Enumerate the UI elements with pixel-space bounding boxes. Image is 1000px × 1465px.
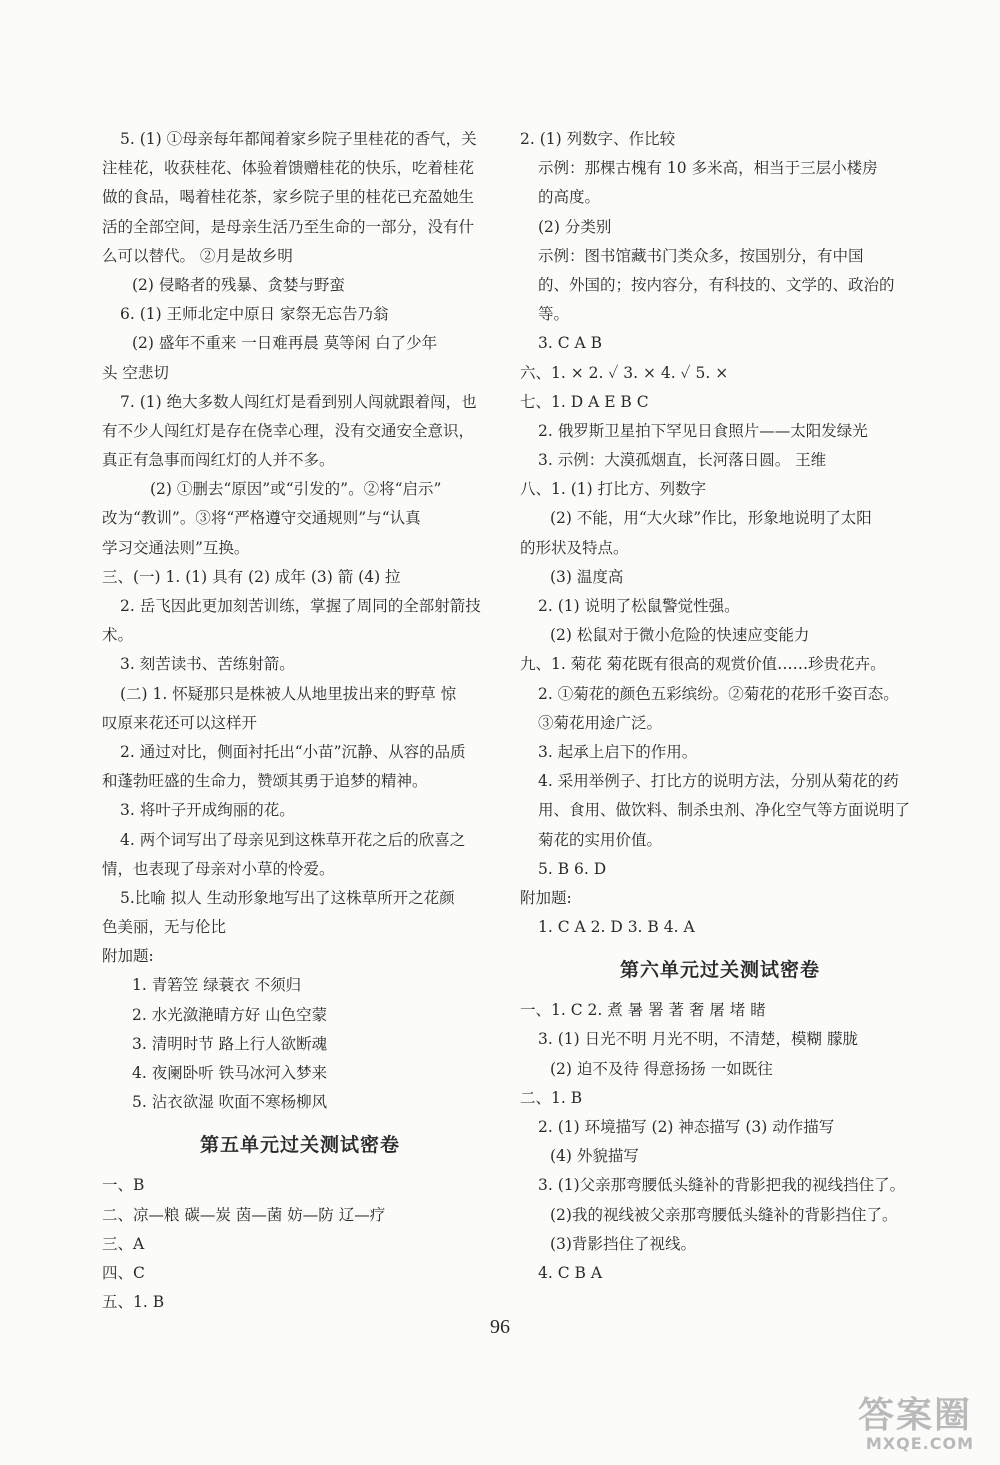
- answer-line: 3. 清明时节 路上行人欲断魂: [132, 1034, 328, 1053]
- answer-line: 真正有急事而闯红灯的人并不多。: [102, 451, 335, 470]
- section-title: 第六单元过关测试密卷: [619, 959, 820, 982]
- answer-line: (2) 迫不及待 得意扬扬 一如既往: [550, 1059, 773, 1078]
- answer-line: 5. B 6. D: [538, 859, 607, 878]
- page-number: 96: [490, 1316, 510, 1338]
- answer-line: 2. 岳飞因此更加刻苦训练，掌握了周同的全部射箭技: [120, 597, 481, 615]
- answer-line: 3. 刻苦读书、苦练射箭。: [120, 655, 295, 674]
- answer-line: 3. (1) 日光不明 月光不明，不清楚，模糊 朦胧: [538, 1030, 858, 1049]
- answer-line: (2) 侵略者的残暴、贪婪与野蛮: [132, 275, 345, 294]
- answer-line: 2. (1) 列数字、作比较: [520, 130, 676, 148]
- watermark-sub: MXQE.COM: [865, 1434, 974, 1453]
- answer-line: 一、B: [102, 1176, 145, 1195]
- answer-line: 色美丽，无与伦比: [102, 918, 227, 937]
- watermark-logo: [780, 1387, 980, 1453]
- answer-line: 2. (1) 环境描写 (2) 神态描写 (3) 动作描写: [538, 1118, 835, 1136]
- answer-line: 5. 沾衣欲湿 吹面不寒杨柳风: [132, 1093, 328, 1112]
- answer-line: 1. C A 2. D 3. B 4. A: [538, 918, 695, 937]
- answer-line: 3. C A B: [538, 334, 603, 353]
- answer-line: ③菊花用途广泛。: [538, 713, 663, 732]
- answer-line: 叹原来花还可以这样开: [102, 713, 258, 732]
- answer-line: (3)背影挡住了视线。: [550, 1234, 696, 1253]
- answer-line: 和蓬勃旺盛的生命力，赞颂其勇于追梦的精神。: [102, 772, 428, 791]
- answer-line: 等。: [538, 305, 570, 324]
- answer-line: 术。: [102, 626, 134, 645]
- answer-line: 二、凉—粮 碳—炭 茵—菌 妨—防 辽—疗: [102, 1205, 386, 1224]
- answer-line: 五、1. B: [102, 1293, 165, 1312]
- answer-line: 3. 起承上启下的作用。: [538, 742, 698, 761]
- right-column: [520, 125, 920, 1288]
- answer-line: 的、外国的；按内容分，有科技的、文学的、政治的: [538, 275, 895, 294]
- answer-line: 九、1. 菊花 菊花既有很高的观赏价值……珍贵花卉。: [520, 655, 886, 674]
- answer-line: 六、1. × 2. ✓ 3. × 4. ✓ 5. ×: [520, 363, 729, 382]
- answer-line: (2) ①删去“原因”或“引发的”。②将“启示”: [150, 480, 442, 499]
- answer-line: 三、A: [102, 1234, 145, 1253]
- answer-line: 附加题:: [102, 947, 154, 966]
- answer-line: (4) 外貌描写: [550, 1147, 639, 1166]
- answer-line: 活的全部空间，是母亲生活乃至生命的一部分，没有什: [102, 217, 475, 236]
- answer-line: 情，也表现了母亲对小草的怜爱。: [102, 859, 335, 878]
- answer-line: 的形状及特点。: [520, 538, 629, 557]
- answer-line: 的高度。: [538, 188, 601, 207]
- answer-line: 4. C B A: [538, 1263, 603, 1282]
- answer-line: 一、1. C 2. 煮 暑 署 著 奢 屠 堵 睹: [520, 1001, 766, 1020]
- answer-line: 4. 夜阑卧听 铁马冰河入梦来: [132, 1064, 328, 1082]
- answer-line: 附加题:: [520, 888, 572, 907]
- answer-line: 3. 将叶子开成绚丽的花。: [120, 801, 295, 820]
- answer-line: 3. 示例：大漠孤烟直，长河落日圆。 王维: [538, 451, 827, 470]
- answer-line: 5.比喻 拟人 生动形象地写出了这株草所开之花颜: [120, 888, 455, 907]
- answer-line: 6. (1) 王师北定中原日 家祭无忘告乃翁: [120, 305, 389, 324]
- answer-line: 4. 采用举例子、打比方的说明方法，分别从菊花的药: [538, 772, 899, 791]
- answer-line: 5. (1) ①母亲每年都闻着家乡院子里桂花的香气，关: [120, 130, 477, 148]
- answer-line: 3. (1)父亲那弯腰低头缝补的背影把我的视线挡住了。: [538, 1176, 906, 1195]
- answer-line: 有不少人闯红灯是存在侥幸心理，没有交通安全意识，: [102, 421, 475, 440]
- answer-line: 2. (1) 说明了松鼠警觉性强。: [538, 597, 740, 615]
- answer-line: 示例：那棵古槐有 10 多米高，相当于三层小楼房: [538, 159, 878, 178]
- answer-line: 四、C: [102, 1263, 145, 1282]
- answer-line: 注桂花，收获桂花、体验着馈赠桂花的快乐，吃着桂花: [102, 159, 475, 178]
- answer-line: 改为“教训”。③将“严格遵守交通规则”与“认真: [102, 509, 421, 528]
- answer-line: 头 空悲切: [102, 363, 169, 382]
- answer-line: 示例：图书馆藏书门类众多，按国别分，有中国: [538, 246, 864, 265]
- answer-line: (3) 温度高: [550, 567, 624, 586]
- answer-line: (二) 1. 怀疑那只是株被人从地里拔出来的野草 惊: [120, 684, 457, 703]
- answer-line: 二、1. B: [520, 1088, 583, 1107]
- answer-line: 1. 青箬笠 绿蓑衣 不须归: [132, 976, 302, 995]
- answer-line: 2. ①菊花的颜色五彩缤纷。②菊花的花形千姿百态。: [538, 684, 899, 703]
- answer-line: (2) 盛年不重来 一日难再晨 莫等闲 白了少年: [132, 334, 438, 353]
- answer-line: 七、1. D A E B C: [520, 392, 649, 411]
- answer-line: 4. 两个词写出了母亲见到这株草开花之后的欣喜之: [120, 830, 466, 849]
- answer-line: (2)我的视线被父亲那弯腰低头缝补的背影挡住了。: [550, 1205, 898, 1224]
- answer-line: 么可以替代。 ②月是故乡明: [102, 246, 293, 265]
- answer-line: 2. 通过对比，侧面衬托出“小苗”沉静、从容的品质: [120, 742, 466, 761]
- answer-line: (2) 不能，用“大火球”作比，形象地说明了太阳: [550, 509, 872, 528]
- answer-line: 2. 水光潋滟晴方好 山色空蒙: [132, 1005, 328, 1024]
- answer-line: (2) 分类别: [538, 217, 612, 236]
- answer-line: 2. 俄罗斯卫星拍下罕见日食照片——太阳发绿光: [538, 421, 868, 440]
- answer-line: 用、食用、做饮料、制杀虫剂、净化空气等方面说明了: [538, 801, 911, 820]
- section-title: 第五单元过关测试密卷: [199, 1134, 400, 1157]
- answer-line: 三、(一) 1. (1) 具有 (2) 成年 (3) 箭 (4) 拉: [102, 567, 401, 586]
- answer-line: 7. (1) 绝大多数人闯红灯是看到别人闯就跟着闯，也: [120, 392, 477, 411]
- left-column: [102, 125, 498, 1317]
- answer-line: 学习交通法则”互换。: [102, 538, 250, 557]
- answer-line: 菊花的实用价值。: [538, 830, 663, 849]
- answer-line: 做的食品，喝着桂花茶，家乡院子里的桂花已充盈她生: [102, 188, 475, 207]
- watermark-main: 答案圈: [857, 1395, 972, 1436]
- answer-line: (2) 松鼠对于微小危险的快速应变能力: [550, 626, 810, 645]
- answer-line: 八、1. (1) 打比方、列数字: [520, 480, 707, 499]
